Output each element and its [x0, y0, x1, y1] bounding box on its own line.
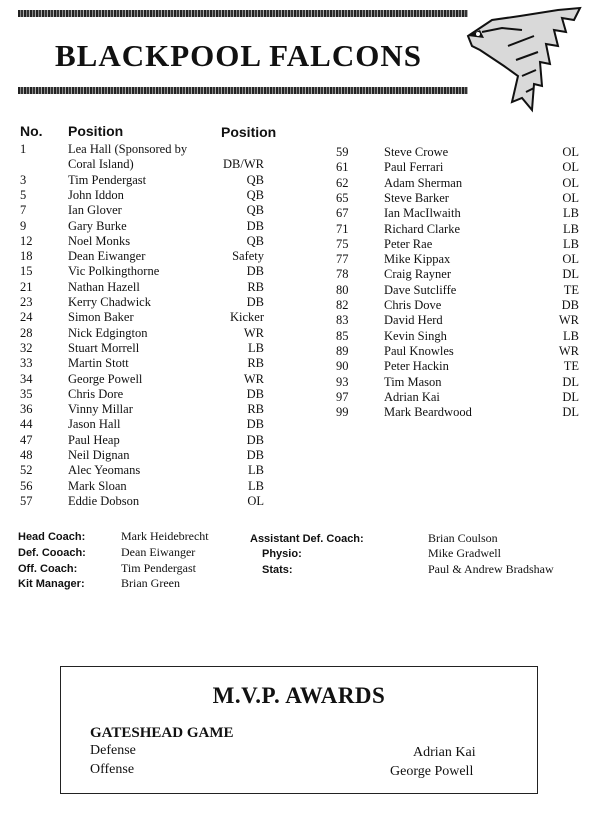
player-position: WR [243, 371, 264, 386]
roster-row [20, 157, 264, 172]
roster-row [20, 402, 264, 417]
player-name: Steve Crowe [384, 145, 449, 159]
roster-row [336, 145, 579, 160]
player-position: LB [563, 328, 579, 343]
roster-row [336, 375, 579, 390]
player-number: 97 [336, 389, 349, 404]
roster-row [336, 390, 579, 405]
roster-row [336, 283, 579, 298]
player-name: Kevin Singh [384, 328, 447, 343]
player-number: 83 [336, 313, 349, 328]
player-position: OL [562, 175, 579, 190]
player-name: Mike Kippax [384, 252, 451, 267]
player-number: 59 [336, 145, 349, 159]
player-position: LB [248, 463, 264, 478]
roster-row [336, 206, 579, 221]
mvp-title: M.V.P. AWARDS [212, 683, 386, 708]
player-name: George Powell [68, 371, 143, 386]
player-number: 33 [20, 356, 33, 371]
player-position: OL [247, 493, 264, 508]
player-position: OL [562, 190, 579, 205]
player-name: Mark Beardwood [384, 405, 472, 420]
roster-row [20, 264, 264, 279]
mvp-offense-winner: George Powell [390, 764, 474, 779]
player-number: 15 [20, 264, 33, 279]
roster-row [20, 203, 264, 218]
player-position: WR [558, 343, 579, 358]
roster-row [20, 188, 264, 203]
player-name: Steve Barker [384, 190, 449, 205]
player-position: DB [561, 298, 579, 312]
roster-row [20, 326, 264, 341]
roster-row [20, 433, 264, 448]
player-position: DB/WR [223, 157, 264, 172]
player-number: 12 [20, 233, 33, 248]
player-number: 80 [336, 282, 349, 297]
roster-row [336, 267, 579, 282]
player-number: 18 [20, 249, 33, 264]
falcon-logo-icon [462, 6, 586, 118]
player-position: DB [246, 264, 264, 279]
player-position: DL [562, 374, 579, 389]
player-name: Paul Ferrari [384, 160, 444, 175]
player-position: OL [562, 252, 579, 267]
staff-kit-manager [18, 576, 85, 592]
column-header-position: Position [68, 123, 124, 139]
player-name: David Herd [384, 313, 443, 328]
roster-row [336, 160, 579, 175]
player-number: 7 [20, 203, 27, 218]
player-position: DL [562, 405, 579, 420]
player-name: Tim Pendergast [68, 172, 147, 187]
roster-row [336, 313, 579, 328]
roster-row [336, 222, 579, 237]
staff-asst-def-coach [250, 531, 364, 547]
player-number: 52 [20, 463, 33, 478]
mvp-game-heading: GATESHEAD GAME [90, 725, 234, 741]
player-position: OL [562, 160, 579, 175]
player-position: DB [246, 218, 264, 233]
player-name: John Iddon [68, 187, 124, 202]
player-name: Lea Hall (Sponsored by [68, 142, 188, 156]
player-position: RB [247, 279, 264, 294]
roster-row [336, 405, 579, 420]
roster-row [20, 249, 264, 264]
player-number: 61 [336, 160, 349, 175]
player-position: Kicker [229, 310, 264, 325]
staff-physio [262, 546, 302, 562]
player-number: 28 [20, 325, 33, 340]
player-name: Peter Hackin [384, 359, 449, 374]
player-name: Mark Sloan [68, 478, 127, 493]
staff-head-coach [18, 529, 85, 545]
player-name: Eddie Dobson [68, 493, 140, 508]
staff-value: Brian Green [121, 576, 180, 590]
player-number: 47 [20, 432, 33, 447]
roster-row [20, 173, 264, 188]
player-name: Paul Heap [68, 432, 120, 447]
roster-row [20, 219, 264, 234]
player-name: Vic Polkingthorne [68, 264, 160, 279]
player-number: 82 [336, 298, 349, 312]
player-number: 1 [20, 142, 27, 156]
player-number: 32 [20, 340, 33, 355]
mvp-offense-label: Offense [90, 762, 135, 777]
player-name: Ian Glover [68, 203, 122, 218]
roster-row [336, 237, 579, 252]
player-number: 3 [20, 172, 27, 187]
roster-row [20, 341, 264, 356]
player-name: Richard Clarke [384, 221, 461, 236]
column-header-no: No. [20, 123, 43, 139]
team-title: BLACKPOOL FALCONS [55, 38, 422, 73]
player-position: LB [248, 340, 264, 355]
player-position: OL [562, 145, 579, 159]
roster-row [20, 142, 264, 157]
player-position: LB [563, 206, 579, 221]
player-position: LB [563, 221, 579, 236]
staff-def-coach [18, 545, 86, 561]
player-name: Adam Sherman [384, 175, 463, 190]
player-number: 34 [20, 371, 33, 386]
player-name: Coral Island) [68, 157, 134, 172]
roster-row [336, 191, 579, 206]
player-name: Vinny Millar [68, 402, 133, 417]
player-position: QB [246, 233, 264, 248]
player-number: 9 [20, 218, 27, 233]
staff-value: Paul & Andrew Bradshaw [428, 562, 554, 576]
player-number: 5 [20, 187, 27, 202]
player-number: 65 [336, 190, 349, 205]
player-number: 44 [20, 417, 33, 432]
staff-label: Assistant Def. Coach: [250, 533, 364, 545]
player-number: 75 [336, 236, 349, 251]
player-position: QB [246, 187, 264, 202]
player-position: DL [562, 389, 579, 404]
player-number: 77 [336, 252, 349, 267]
player-name: Chris Dore [68, 386, 124, 401]
player-number: 99 [336, 405, 349, 420]
player-name: Craig Rayner [384, 267, 451, 282]
player-name: Tim Mason [384, 374, 442, 389]
staff-value: Brian Coulson [428, 531, 498, 545]
player-position: LB [248, 478, 264, 493]
player-position: LB [563, 236, 579, 251]
staff-label: Stats: [262, 564, 293, 576]
player-position: DB [246, 432, 264, 447]
mvp-defense-winner: Adrian Kai [413, 745, 476, 760]
roster-row [336, 359, 579, 374]
roster-row [336, 298, 579, 313]
roster-row [336, 329, 579, 344]
roster-row [20, 463, 264, 478]
player-name: Peter Rae [384, 236, 433, 251]
staff-label: Head Coach: [18, 531, 86, 543]
roster-row [20, 479, 264, 494]
staff-stats [262, 562, 293, 578]
player-number: 89 [336, 343, 349, 358]
player-position: QB [246, 172, 264, 187]
player-number: 78 [336, 267, 349, 282]
player-position: RB [247, 402, 264, 417]
roster-row [20, 448, 264, 463]
mvp-defense-label: Defense [90, 743, 136, 758]
staff-off-coach [18, 561, 77, 577]
player-number: 24 [20, 310, 33, 325]
player-name: Ian MacIlwaith [384, 206, 461, 221]
player-name: Simon Baker [68, 310, 134, 325]
roster-row [20, 310, 264, 325]
player-name: Adrian Kai [384, 389, 440, 404]
player-name: Noel Monks [68, 233, 131, 248]
player-name: Jason Hall [68, 417, 121, 432]
player-position: DB [246, 295, 264, 309]
player-name: Chris Dove [384, 298, 442, 312]
player-number: 71 [336, 221, 349, 236]
roster-row [20, 295, 264, 310]
player-number: 85 [336, 328, 349, 343]
player-position: QB [246, 203, 264, 218]
player-position: DB [246, 417, 264, 432]
player-name: Nick Edgington [68, 325, 148, 340]
player-position: TE [563, 359, 579, 374]
player-number: 35 [20, 386, 33, 401]
player-number: 48 [20, 448, 33, 462]
staff-value: Mike Gradwell [428, 546, 501, 560]
staff-value: Mark Heidebrecht [121, 529, 209, 543]
staff-label: Off. Coach: [18, 563, 78, 575]
roster-row [20, 387, 264, 402]
player-position: DB [246, 386, 264, 401]
header-band-bottom [18, 87, 468, 94]
roster-row [20, 372, 264, 387]
player-position: DL [562, 267, 579, 282]
player-number: 57 [20, 493, 33, 508]
staff-label: Physio: [262, 548, 302, 560]
player-name: Gary Burke [68, 218, 127, 233]
player-number: 21 [20, 279, 33, 294]
player-position: DB [246, 448, 264, 462]
roster-row [336, 252, 579, 267]
mvp-awards-box [60, 666, 538, 794]
player-name: Dave Sutcliffe [384, 282, 457, 297]
roster-row [20, 494, 264, 509]
player-name: Alec Yeomans [68, 463, 141, 478]
player-position: RB [247, 356, 264, 371]
roster-row [20, 356, 264, 371]
player-position: WR [243, 325, 264, 340]
player-name: Stuart Morrell [68, 340, 140, 355]
column-header-position-2: Position [221, 124, 277, 140]
player-number: 56 [20, 478, 33, 493]
player-name: Paul Knowles [384, 343, 454, 358]
player-name: Kerry Chadwick [68, 295, 151, 309]
player-position: WR [558, 313, 579, 328]
player-position: Safety [232, 249, 264, 264]
roster-row [20, 280, 264, 295]
staff-value: Dean Eiwanger [121, 545, 196, 559]
player-number: 67 [336, 206, 349, 221]
player-number: 62 [336, 175, 349, 190]
staff-label: Def. Cooach: [18, 547, 86, 559]
staff-value: Tim Pendergast [121, 561, 197, 575]
player-name: Dean Eiwanger [68, 249, 146, 264]
player-number: 93 [336, 374, 349, 389]
staff-label: Kit Manager: [18, 578, 85, 590]
roster-row [20, 234, 264, 249]
player-number: 90 [336, 359, 349, 374]
player-number: 23 [20, 295, 33, 309]
roster-row [20, 417, 264, 432]
player-name: Nathan Hazell [68, 279, 140, 294]
player-number: 36 [20, 402, 33, 417]
roster-row [336, 344, 579, 359]
player-name: Martin Stott [68, 356, 129, 371]
roster-row [336, 176, 579, 191]
player-position: TE [563, 282, 579, 297]
player-name: Neil Dignan [68, 448, 130, 462]
header-band-top [18, 10, 468, 17]
